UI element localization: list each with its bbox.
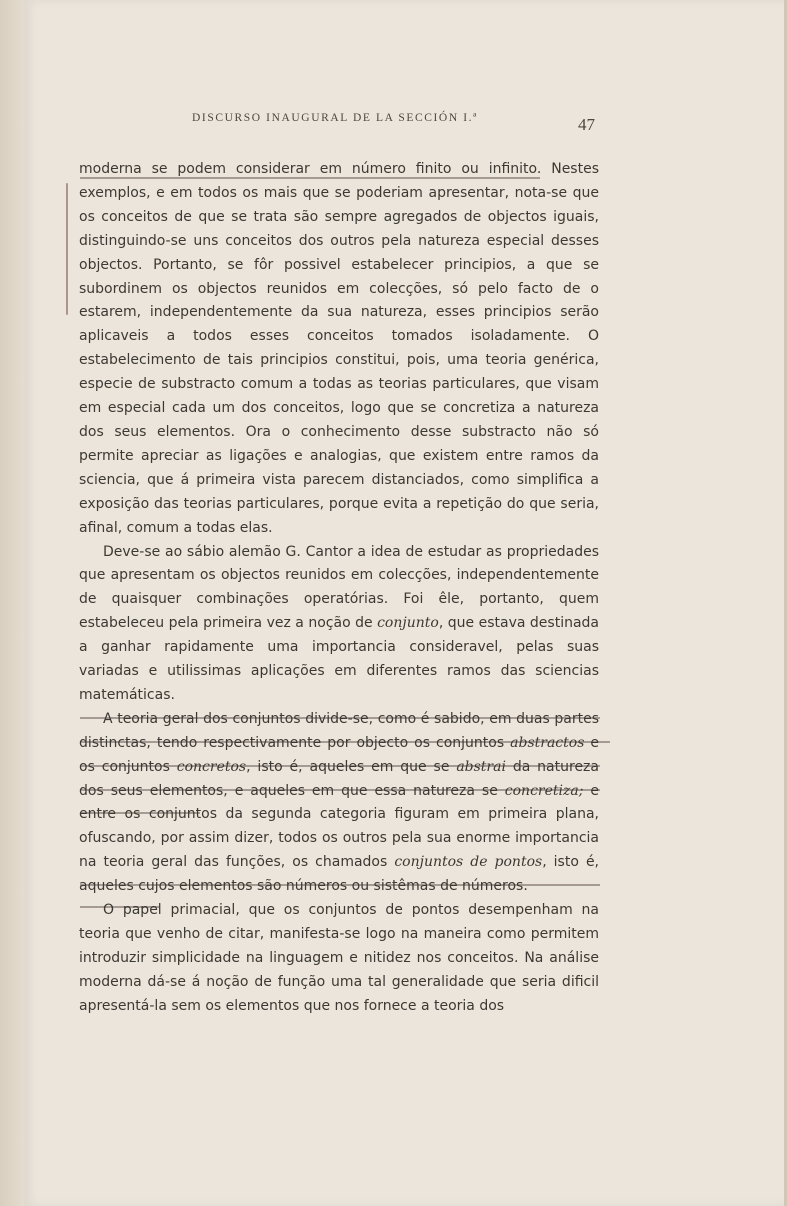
- text-run: , que estava destinada a ganhar rapidamente uma importancia consideravel, pelas suas variadas e utilissimas aplicações em diferentes ramos das sciencias matemáticas.: [79, 615, 599, 703]
- italic-term: concretos: [176, 758, 247, 775]
- running-header: DISCURSO INAUGURAL DE LA SECCIÓN I.ª: [192, 112, 478, 124]
- text-run: Deve-se ao sábio alemão G. Cantor a idea de estudar as propriedades que apresentam os objectos reunidos em colecções, independentemente de quaisquer combinações operatórias. Foi êle, portanto, quem estabeleceu pela primeira vez a noção de: [79, 543, 599, 632]
- margin-pencil-mark: [66, 183, 68, 315]
- italic-term: concretiza;: [504, 782, 584, 799]
- paragraph: [79, 541, 599, 708]
- text-run: , isto é, aqueles em que se: [246, 758, 457, 775]
- text-run: A teoria geral dos conjuntos divide-se, como é sabido, em duas partes distinctas, tendo respectivamente por objecto os conjuntos: [79, 710, 599, 751]
- text-run: da natureza dos seus elementos, e aqueles em que essa natureza se: [79, 758, 599, 799]
- book-gutter: [0, 0, 25, 1206]
- page-number: 47: [578, 115, 595, 134]
- italic-term: abstrai: [456, 758, 506, 775]
- body-text: [79, 158, 599, 1019]
- paragraph: [79, 708, 599, 899]
- italic-term: abstractos: [510, 734, 585, 751]
- text-run: e entre os conjuntos da segunda categoria figuram em primeira plana, ofuscando, por assim dizer, todos os outros pela sua enorme importancia na teoria geral das funções, os chamados: [79, 782, 599, 871]
- paragraph: O papel primacial, que os conjuntos de pontos desempenham na teoria que venho de citar, manifesta-se logo na maneira como permitem introduzir simplicidade na linguagem e nitidez nos conceitos. Na análise moderna dá-se á noção de função uma tal generalidade que seria dificil apresentá-la sem os elementos que nos fornece a teoria dos: [79, 902, 599, 1014]
- paragraph: moderna se podem considerar em número finito ou infinito. Nestes exemplos, e em todos os mais que se poderiam apresentar, nota-se que os conceitos de que se trata são sempre agregados de objectos iguais, distinguindo-se uns conceitos dos outros pela natureza especial desses objectos. Portanto, se fôr possivel estabelecer principios, a que se subordinem os objectos reunidos em colecções, só pelo facto de o estarem, independentemente da sua natureza, esses principios serão aplicaveis a todos esses conceitos tomados isoladamente. O estabelecimento de tais principios constitui, pois, uma teoria genérica, especie de substracto comum a todas as teorias particulares, que visam em especial cada um dos conceitos, logo que se concretiza a natureza dos seus elementos. Ora o conhecimento desse substracto não só permite apreciar as ligações e analogias, que existem entre ramos da sciencia, que á primeira vista parecem distanciados, como simplifica a exposição das teorias particulares, porque evita a repetição do que seria, afinal, comum a todas elas.: [79, 161, 599, 536]
- italic-term: conjunto: [377, 615, 439, 632]
- text-run: , isto é, aqueles cujos elementos são números ou sistêmas de números.: [79, 854, 600, 895]
- text-run: e os conjuntos: [79, 734, 599, 775]
- italic-term: conjuntos de pontos: [394, 854, 543, 871]
